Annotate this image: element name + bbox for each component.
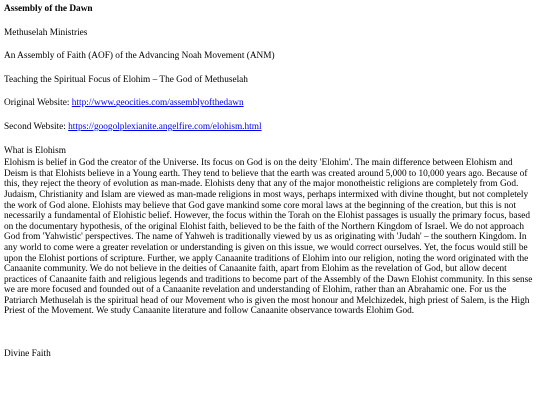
second-website-label: Second Website: [4,121,69,132]
second-website-line [4,122,536,133]
elohism-description: Elohism is belief in God the creator of the Universe. Its focus on God is on the deity 'Elohim'. The main difference between Elohism and Deism is that Elohists believe in a Young earth. They tend to believe that the earth was created around 5,000 to 10,000 years ago. Because of this, they reject the theory of evolution as man-made. Elohists deny that any of the major monotheistic religions are completely from God. Judaism, Christianity and Islam are viewed as man-made religions in most ways, perhaps intermixed with divine thought, but not completely the work of God alone. Elohists may believe that God gave mankind some core moral laws at the beginning of the creation, but this is not necessarily a fundamental of Elohistic belief. However, the focus within the Torah on the Elohist passages is usually the primary focus, based on the documentary hypothesis, of the original Elohist faith, believed to be the faith of the Northern Kingdom of Israel. We do not approach God from 'Yahwistic' perspectives. The name of Yahweh is traditionally viewed by us as originating with 'Judah' – the southern Kingdom. In any world to come were a greater revelation or understanding is given on this issue, we would correct ourselves. Yet, the focus would still be upon the Elohist portions of scripture. Further, we apply Canaanite traditions of Elohim into our religion, noting the word originated with the Canaanite community. We do not believe in the deities of Canaanite faith, apart from Elohim as the revelation of God, but allow decent practices of Canaanite faith and religious legends and traditions to become part of the Assembly of the Dawn Elohist community. In this sense we are more focused and founded out of a Canaanite revelation and understanding of Elohim, rather than an Abrahamic one. For us the Patriarch Methuselah is the spiritual head of our Movement who is given the most honour and Melchizedek, high priest of Salem, is the High Priest of the Movement. We study Canaanite literature and follow Canaanite observance towards Elohim God. [4,158,533,317]
subtitle-line: An Assembly of Faith (AOF) of the Advancing Noah Movement (ANM) [4,51,275,62]
page-title: Assembly of the Dawn [4,4,93,14]
teaching-line: Teaching the Spiritual Focus of Elohim – The God of Methuselah [4,74,248,85]
footer-line: Divine Faith [4,349,51,360]
original-website-link[interactable]: http://www.geocities.com/assemblyofthedawn [71,98,244,109]
section-heading: What is Elohism [4,145,66,156]
second-website-link[interactable]: https://googolplexianite.angelfire.com/elohism.html [68,121,262,132]
ministries-line: Methuselah Ministries [4,27,88,38]
original-website-label: Original Website: [4,98,72,109]
original-website-line [4,98,536,109]
